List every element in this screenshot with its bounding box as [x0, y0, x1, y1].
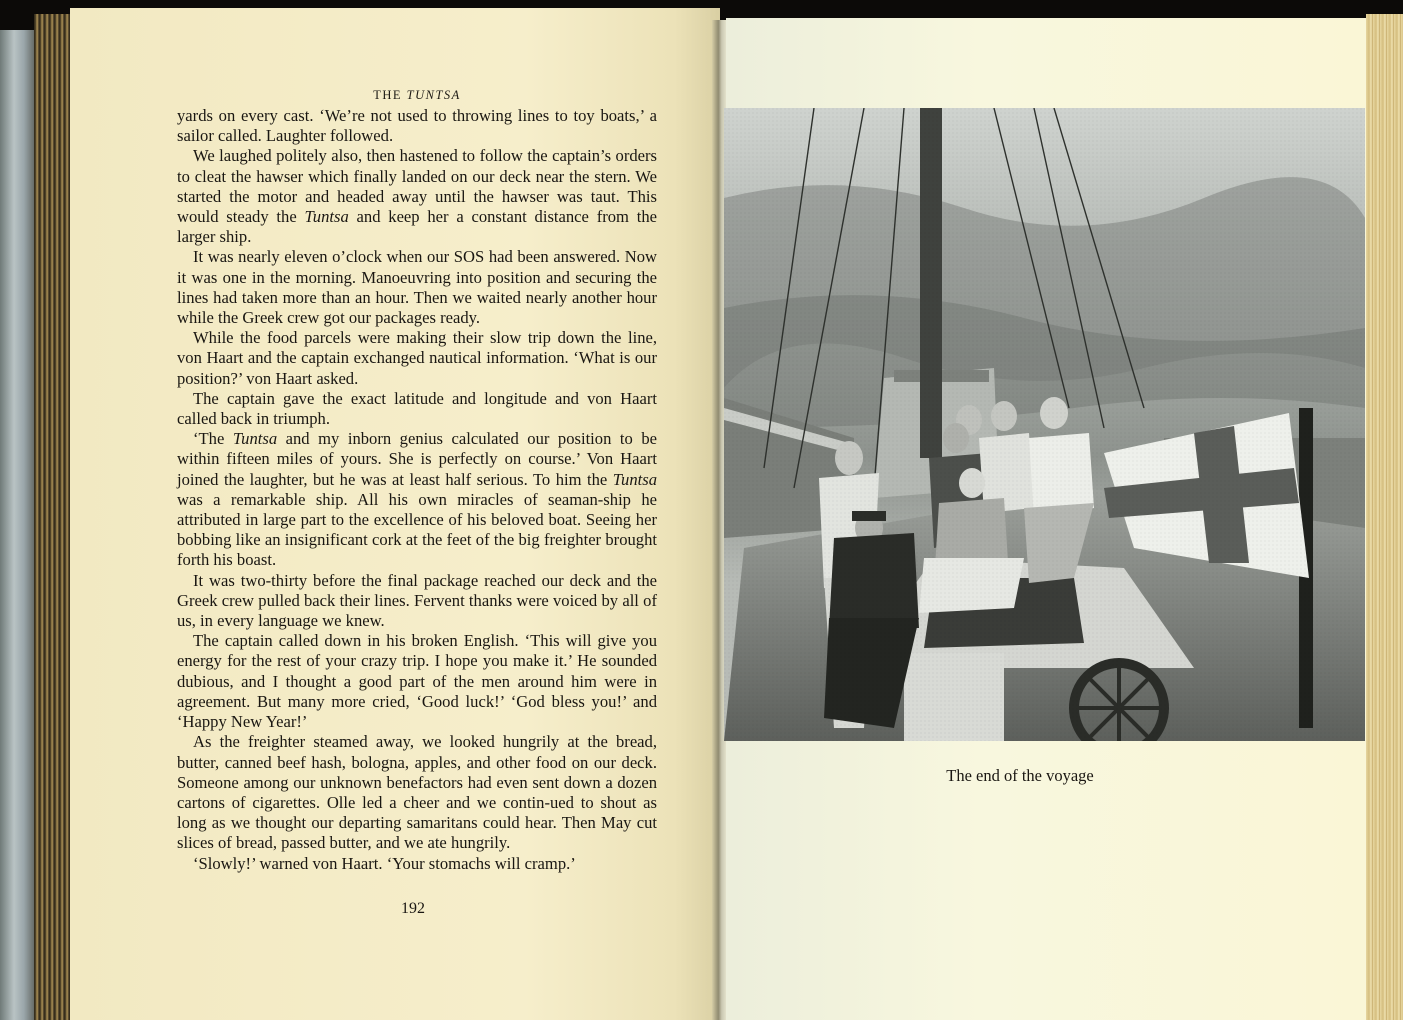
- text-run: It was nearly eleven o’clock when our SOS had been answered. Now it was one in the morning. Manoeuvring into position and securing the lines had taken more than an hour. Then we waited nearly another hour while the Greek crew got our packages ready.: [177, 247, 657, 328]
- paragraph: [177, 247, 657, 328]
- text-run: ‘Slowly!’ warned von Haart. ‘Your stomachs will cramp.’: [193, 853, 576, 873]
- text-run: It was two-thirty before the final package reached our deck and the Greek crew pulled back their lines. Fervent thanks were voiced by all of us, in every language we knew.: [177, 570, 657, 631]
- page-edges-left: [34, 14, 72, 1020]
- text-run: We laughed politely also, then hastened to follow the captain’s orders to cleat the hawser which finally landed on our deck near the stern. We started the motor and headed away until the hawser was taut. This would steady the: [177, 146, 657, 227]
- text-run: The captain called down in his broken English. ‘This will give you energy for the rest of your crazy trip. I hope you make it.’ He sounded dubious, and I thought a good part of the men around him were in agreement. But many more cried, ‘Good luck!’ ‘God bless you!’ and ‘Happy New Year!’: [177, 631, 657, 732]
- sailboat-photo: [724, 108, 1365, 741]
- text-run: While the food parcels were making their slow trip down the line, von Haart and the captain exchanged nautical information. ‘What is our position?’ von Haart asked.: [177, 328, 657, 388]
- paragraph: [177, 328, 657, 389]
- page-edges-right: [1366, 14, 1403, 1020]
- running-head-title: TUNTSA: [406, 88, 461, 102]
- body-text: [177, 106, 657, 874]
- ship-name: Tuntsa: [612, 469, 657, 489]
- paragraph: [177, 106, 657, 146]
- photo-caption: The end of the voyage: [946, 766, 1094, 785]
- text-run: and keep her a constant distance from the larger ship.: [177, 207, 657, 247]
- paragraph: [177, 732, 657, 853]
- paragraph: [177, 429, 657, 570]
- page-number: 192: [401, 900, 425, 917]
- running-head-prefix: THE: [373, 88, 407, 102]
- paragraph: [177, 854, 657, 874]
- ship-name: Tuntsa: [304, 207, 349, 227]
- text-run: The captain gave the exact latitude and longitude and von Haart called back in triumph.: [177, 388, 657, 429]
- text-run: As the freighter steamed away, we looked hungrily at the bread, butter, canned beef hash, bologna, apples, and other food on our deck. Someone among our unknown benefactors had even sent down a dozen cartons of cigarettes. Olle led a cheer and we contin-ued to shout as long as we thought our departing samaritans could hear. Then May cut slices of bread, passed butter, and we ate hungrily.: [177, 732, 657, 853]
- ship-name: Tuntsa: [232, 429, 278, 449]
- text-run: and my inborn genius calculated our position to be within fifteen miles of yours. She is perfectly on course.’ Von Haart joined the laughter, but he was at least half serious. To him the: [177, 429, 657, 489]
- paragraph: [177, 389, 657, 429]
- running-head: [178, 88, 656, 103]
- text-run: ‘The: [193, 429, 233, 449]
- text-run: was a remarkable ship. All his own miracles of seaman-ship he attributed in large part to the excellence of his beloved boat. Seeing her bobbing like an insignificant cork at the feet of the big freighter brought forth his boast.: [177, 489, 657, 570]
- paragraph: [177, 571, 657, 632]
- paragraph: [177, 146, 657, 247]
- paragraph: [177, 631, 657, 732]
- text-run: yards on every cast. ‘We’re not used to throwing lines to toy boats,’ a sailor called. Laughter followed.: [177, 106, 657, 146]
